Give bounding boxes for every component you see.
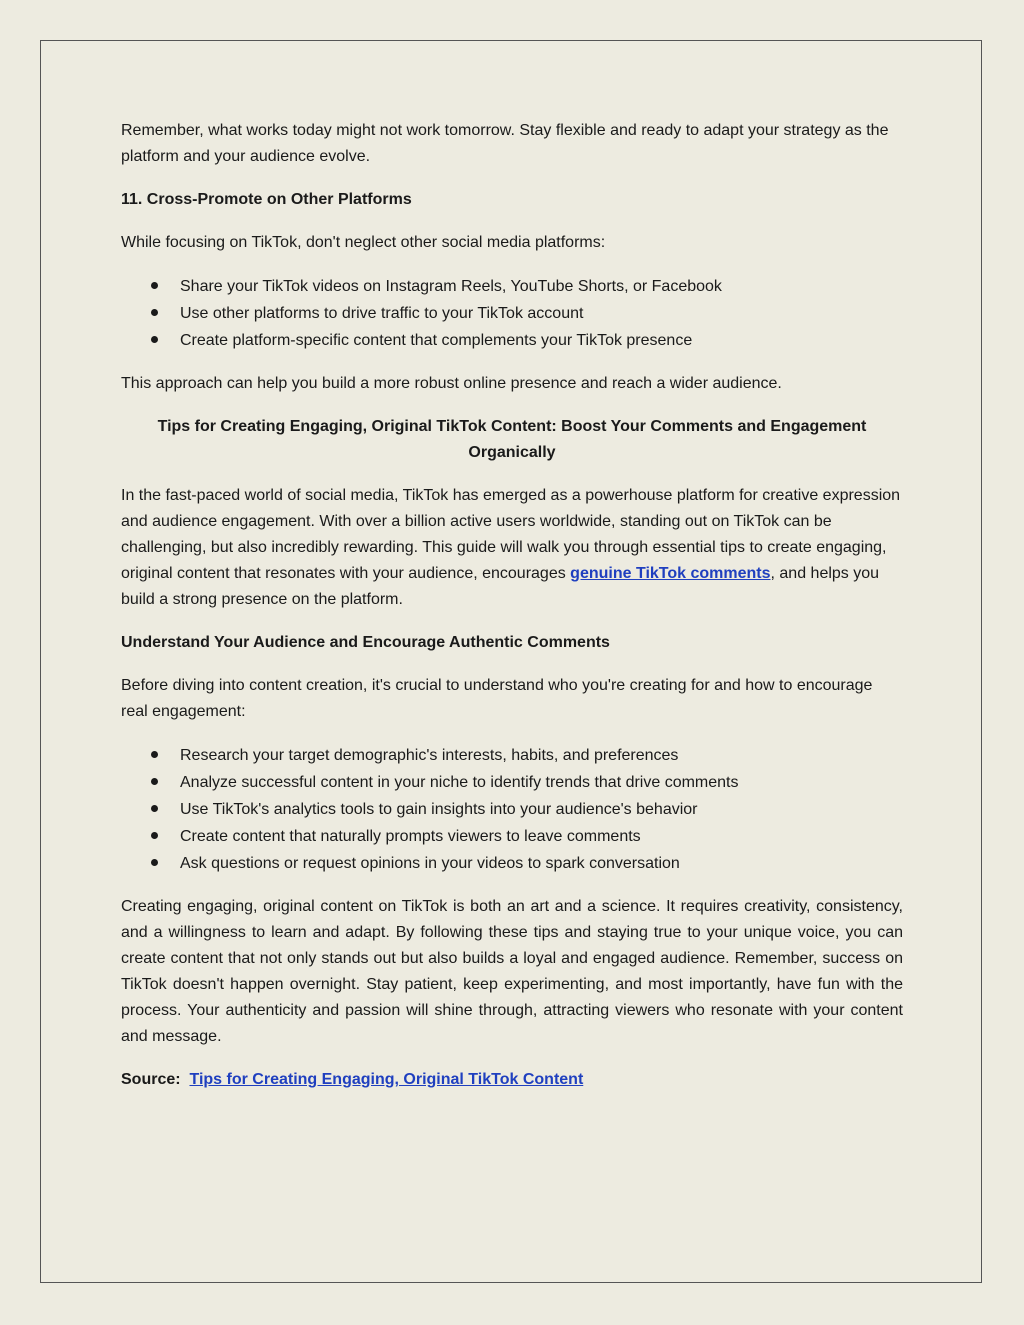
bullet-icon	[151, 751, 158, 758]
section-heading-cross-promote: 11. Cross-Promote on Other Platforms	[121, 191, 412, 208]
list-item: Create platform-specific content that complements your TikTok presence	[121, 327, 903, 354]
cross-promote-lead: While focusing on TikTok, don't neglect other social media platforms:	[121, 234, 606, 251]
bullet-icon	[151, 282, 158, 289]
bullet-icon	[151, 778, 158, 785]
list-item: Use other platforms to drive traffic to your TikTok account	[121, 300, 903, 327]
article-intro: In the fast-paced world of social media, TikTok has emerged as a powerhouse platform for creative expression and audience engagement. With over a billion active users worldwide, standing out on TikTok can be challenging, but also incredibly rewarding. This guide will walk you through essential tips to create engaging, original content that resonates with your audience, encourages genuine TikTok comments, and helps you build a strong presence on the platform.	[121, 487, 901, 608]
source-link[interactable]: Tips for Creating Engaging, Original TikTok Content	[189, 1071, 584, 1088]
cross-promote-closing: This approach can help you build a more robust online presence and reach a wider audience.	[121, 375, 782, 392]
list-item: Share your TikTok videos on Instagram Reels, YouTube Shorts, or Facebook	[121, 273, 903, 300]
cross-promote-list	[121, 273, 903, 354]
section-heading-audience: Understand Your Audience and Encourage Authentic Comments	[121, 634, 610, 651]
list-item: Ask questions or request opinions in your videos to spark conversation	[121, 850, 903, 877]
list-item: Create content that naturally prompts viewers to leave comments	[121, 823, 903, 850]
bullet-icon	[151, 336, 158, 343]
list-item: Use TikTok's analytics tools to gain insights into your audience's behavior	[121, 796, 903, 823]
document-body	[121, 118, 903, 1110]
bullet-icon	[151, 309, 158, 316]
conclusion-paragraph: Creating engaging, original content on TikTok is both an art and a science. It requires creativity, consistency, and a willingness to learn and adapt. By following these tips and staying true to your unique voice, you can create content that not only stands out but also builds a loyal and engaged audience. Remember, success on TikTok doesn't happen overnight. Stay patient, keep experimenting, and most importantly, have fun with the process. Your authenticity and passion will shine through, attracting viewers who resonate with your content and message.	[121, 898, 903, 1045]
bullet-icon	[151, 832, 158, 839]
genuine-comments-link[interactable]: genuine TikTok comments	[570, 565, 771, 582]
audience-list	[121, 742, 903, 877]
audience-lead: Before diving into content creation, it's crucial to understand who you're creating for and how to encourage real engagement:	[121, 677, 873, 720]
list-item: Analyze successful content in your niche to identify trends that drive comments	[121, 769, 903, 796]
intro-paragraph: Remember, what works today might not work tomorrow. Stay flexible and ready to adapt your strategy as the platform and your audience evolve.	[121, 122, 889, 165]
bullet-icon	[151, 859, 158, 866]
list-item: Research your target demographic's interests, habits, and preferences	[121, 742, 903, 769]
article-title: Tips for Creating Engaging, Original TikTok Content: Boost Your Comments and Engagement Organically	[157, 418, 867, 461]
source-label: Source:	[121, 1071, 181, 1088]
source-line	[121, 1067, 903, 1093]
bullet-icon	[151, 805, 158, 812]
